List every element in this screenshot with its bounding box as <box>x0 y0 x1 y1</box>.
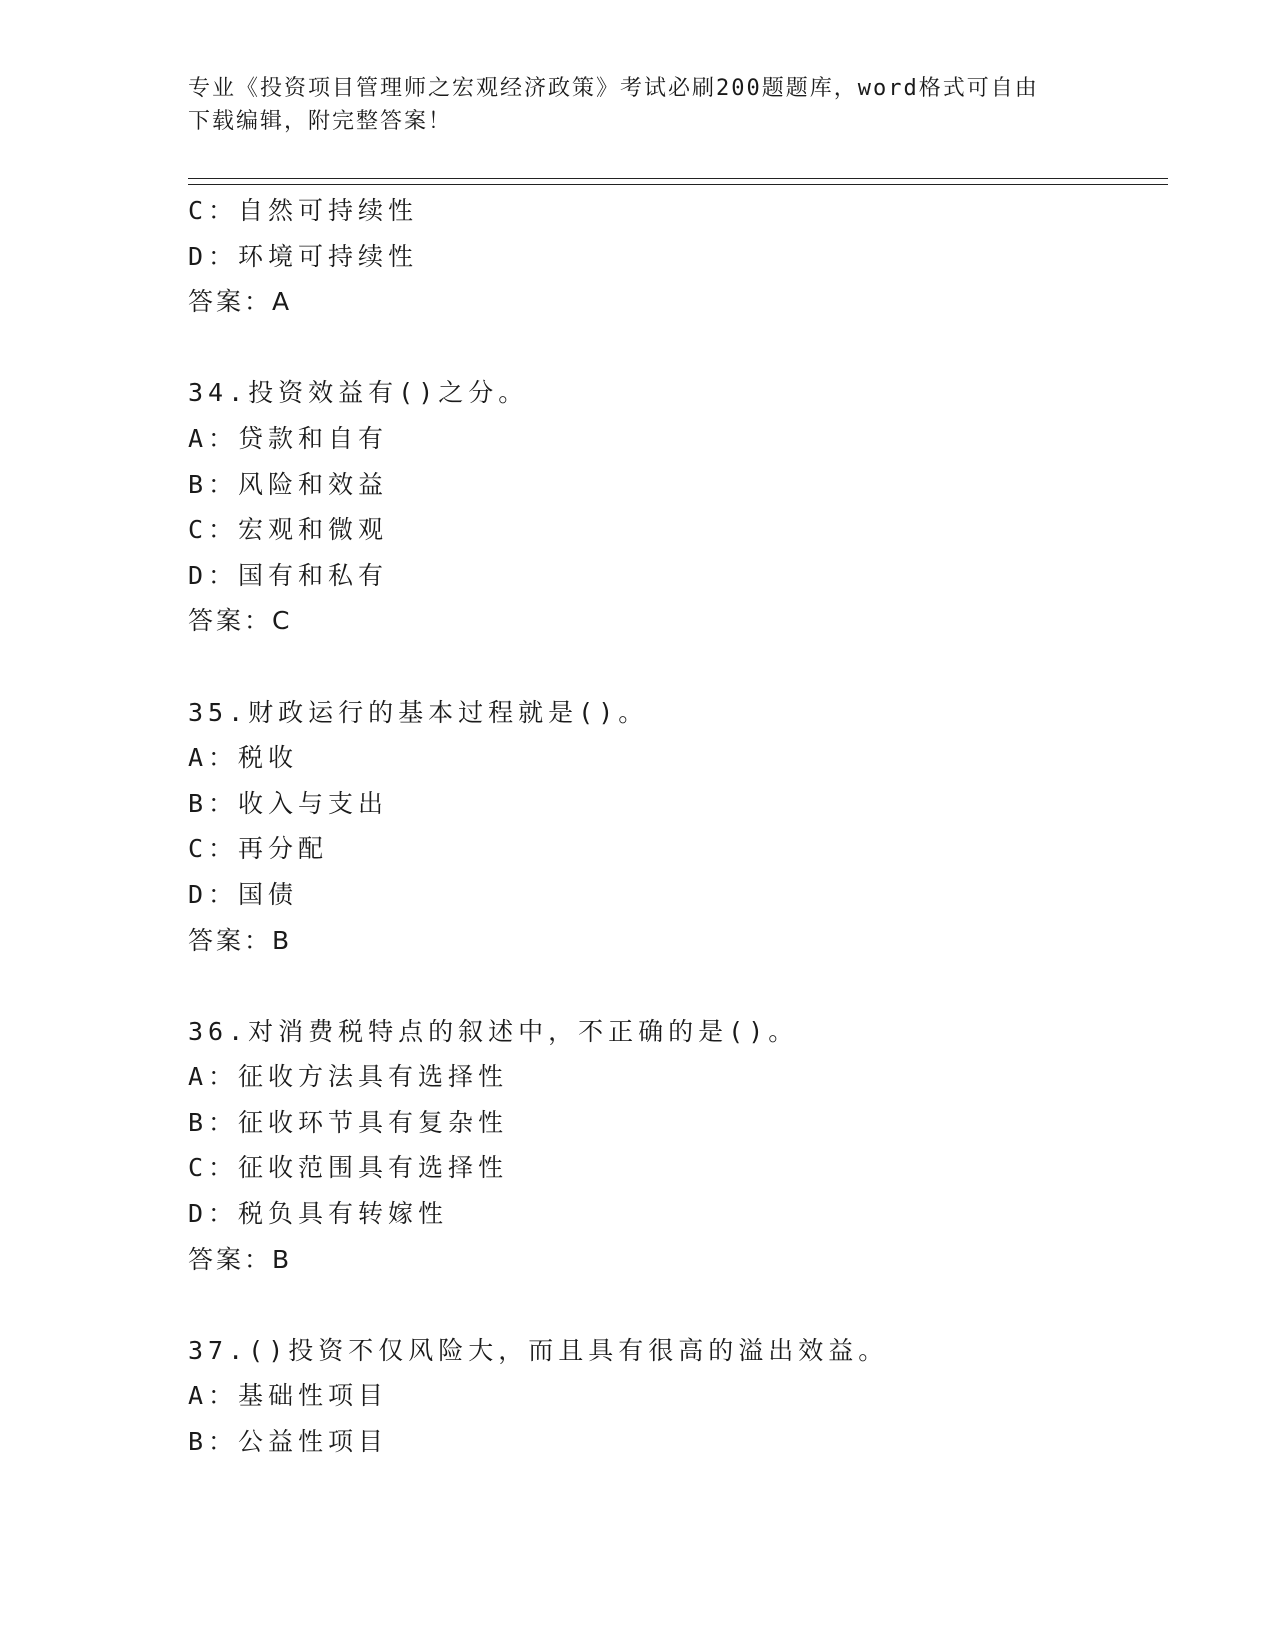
option-a: A：税收 <box>188 743 299 773</box>
question-37 <box>188 1328 1168 1465</box>
answer-line: 答案：B <box>188 925 293 955</box>
spacer <box>188 325 1168 371</box>
answer-line: 答案：B <box>188 1244 293 1274</box>
spacer <box>188 1282 1168 1328</box>
option-a: A：基础性项目 <box>188 1381 389 1411</box>
header-line-1: 专业《投资项目管理师之宏观经济政策》考试必刷200题题库，word格式可自由 <box>188 76 1039 101</box>
option-c: C：宏观和微观 <box>188 515 389 545</box>
answer-line: 答案：A <box>188 287 293 317</box>
option-c: C：征收范围具有选择性 <box>188 1153 509 1183</box>
header-divider-top <box>188 178 1168 179</box>
option-d: D：国债 <box>188 879 299 909</box>
answer-line: 答案：C <box>188 606 293 636</box>
question-35 <box>188 690 1168 964</box>
header-line-2: 下载编辑，附完整答案！ <box>188 109 453 134</box>
option-a: A：征收方法具有选择性 <box>188 1062 509 1092</box>
question-33-continued <box>188 188 1168 325</box>
spacer <box>188 963 1168 1009</box>
question-stem: 35.财政运行的基本过程就是()。 <box>188 697 649 727</box>
question-stem: 37.()投资不仅风险大，而且具有很高的溢出效益。 <box>188 1335 889 1365</box>
option-b: B：公益性项目 <box>188 1427 389 1457</box>
option-c: C：再分配 <box>188 834 329 864</box>
question-34 <box>188 370 1168 644</box>
question-list <box>188 188 1168 1465</box>
question-36 <box>188 1009 1168 1283</box>
header-divider-bottom <box>188 184 1168 185</box>
spacer <box>188 644 1168 690</box>
option-d: D：税负具有转嫁性 <box>188 1199 449 1229</box>
question-stem: 34.投资效益有()之分。 <box>188 378 529 408</box>
option-c: C：自然可持续性 <box>188 196 419 225</box>
option-b: B：征收环节具有复杂性 <box>188 1107 509 1137</box>
document-header <box>188 72 1088 138</box>
option-d: D：环境可持续性 <box>188 241 419 271</box>
option-d: D：国有和私有 <box>188 560 389 590</box>
option-a: A：贷款和自有 <box>188 423 389 453</box>
question-stem: 36.对消费税特点的叙述中，不正确的是()。 <box>188 1016 799 1046</box>
option-b: B：收入与支出 <box>188 788 389 818</box>
option-b: B：风险和效益 <box>188 469 389 499</box>
